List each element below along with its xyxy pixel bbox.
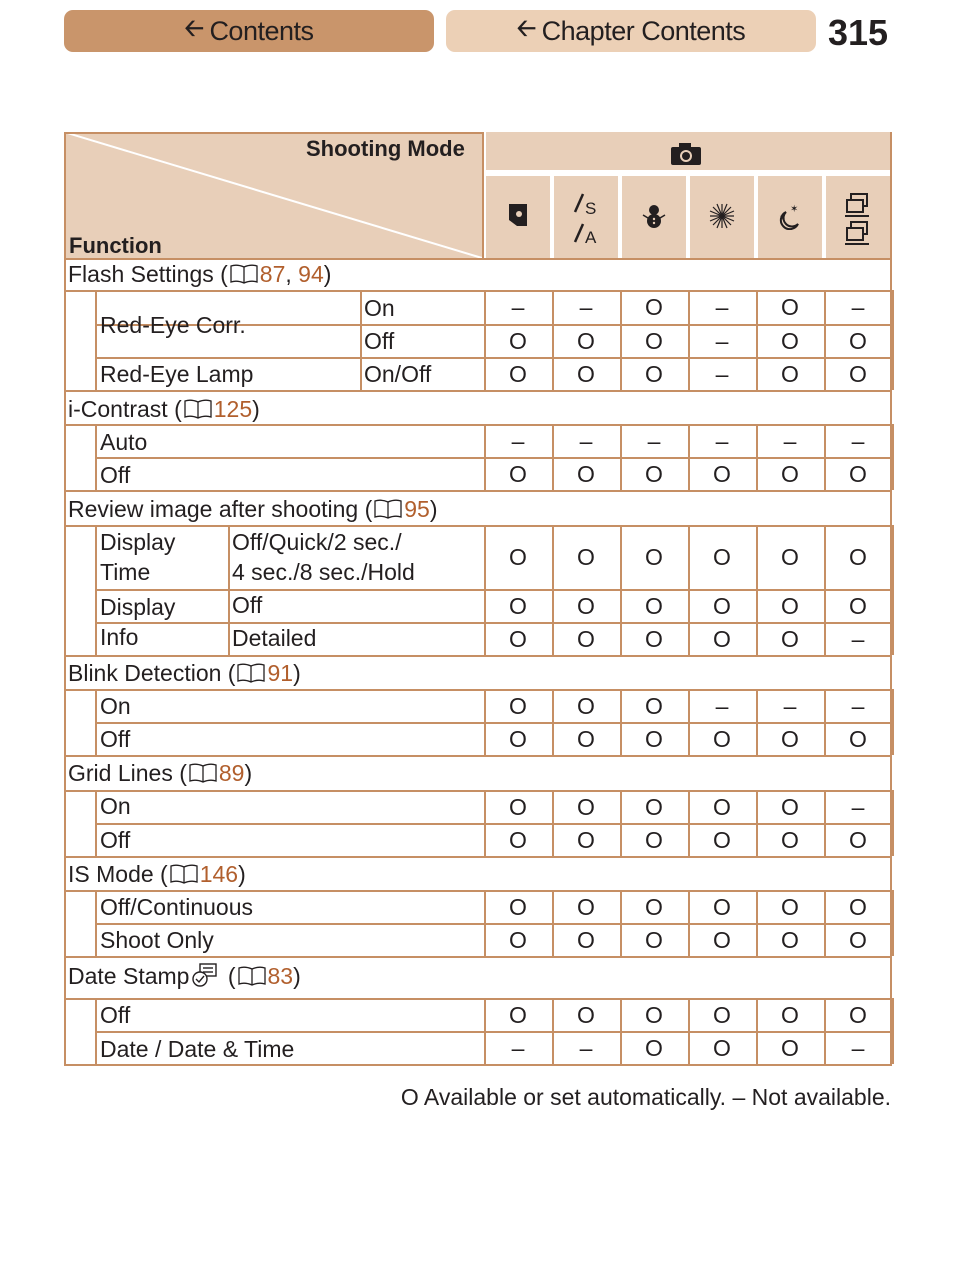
- availability-value: –: [511, 427, 525, 454]
- availability-value: –: [851, 692, 865, 719]
- table-rule: [64, 655, 892, 657]
- availability-value: O: [713, 826, 731, 853]
- section-title: [68, 660, 301, 686]
- book-reference-icon: [229, 264, 259, 284]
- back-arrow-icon: 🡠: [184, 14, 204, 42]
- availability-value: O: [713, 592, 731, 619]
- section-title-text: Review image after shooting (: [68, 496, 373, 522]
- option-off: Off: [100, 1002, 131, 1028]
- availability-value: O: [577, 926, 595, 953]
- svg-text:A: A: [585, 228, 597, 246]
- availability-value: –: [579, 1034, 593, 1061]
- availability-value: O: [781, 327, 799, 354]
- page-reference-link[interactable]: 125: [213, 396, 253, 422]
- section-title-text: Blink Detection (: [68, 660, 236, 686]
- availability-value: O: [713, 1034, 731, 1061]
- table-rule: [482, 132, 484, 258]
- option-on: On: [100, 693, 131, 719]
- table-rule: [64, 956, 892, 958]
- table-rule: [892, 722, 894, 755]
- paren: ): [429, 496, 438, 522]
- paren: (: [221, 963, 236, 989]
- availability-value: O: [509, 625, 527, 652]
- availability-value: O: [849, 893, 867, 920]
- red-eye-lamp-label: Red-Eye Lamp: [100, 361, 254, 387]
- availability-value: O: [645, 893, 663, 920]
- table-rule: [64, 1064, 892, 1066]
- availability-value: O: [577, 826, 595, 853]
- section-title: [68, 760, 252, 786]
- availability-value: O: [645, 327, 663, 354]
- svg-text:✶: ✶: [779, 213, 786, 222]
- availability-value: O: [577, 460, 595, 487]
- availability-value: O: [713, 926, 731, 953]
- section-title-text: i-Contrast (: [68, 396, 182, 422]
- availability-value: O: [577, 725, 595, 752]
- availability-value: O: [781, 544, 799, 570]
- availability-value: O: [577, 544, 595, 570]
- availability-value: O: [781, 294, 799, 320]
- table-rule: [892, 823, 894, 856]
- table-rule: [95, 290, 97, 390]
- availability-value: O: [509, 692, 527, 719]
- availability-value: O: [577, 327, 595, 354]
- availability-value: O: [645, 1001, 663, 1028]
- availability-value: O: [577, 793, 595, 820]
- function-label: Function: [69, 233, 162, 258]
- section-title-text: Date Stamp: [68, 963, 190, 989]
- availability-value: O: [849, 544, 867, 570]
- table-rule: [892, 998, 894, 1031]
- option-on: On: [100, 793, 131, 819]
- availability-value: O: [713, 544, 731, 570]
- availability-value: –: [851, 793, 865, 820]
- back-arrow-icon: 🡠: [516, 14, 536, 42]
- availability-value: O: [577, 1001, 595, 1028]
- chapter-contents-button[interactable]: [446, 10, 816, 52]
- display-time-options: Off/Quick/2 sec./: [232, 529, 402, 555]
- page-reference-link[interactable]: 146: [199, 861, 239, 887]
- availability-value: –: [851, 427, 865, 454]
- availability-value: O: [509, 893, 527, 920]
- availability-value: –: [715, 427, 729, 454]
- availability-value: O: [645, 294, 663, 320]
- date-stamp-icon: [191, 962, 219, 993]
- shooting-mode-label: Shooting Mode: [306, 136, 465, 161]
- availability-value: O: [645, 692, 663, 719]
- option-on: On: [364, 295, 395, 321]
- availability-value: O: [713, 1001, 731, 1028]
- display-time-label: Display: [100, 529, 176, 555]
- availability-value: –: [715, 327, 729, 354]
- option-on-off: On/Off: [364, 361, 432, 387]
- availability-value: O: [849, 725, 867, 752]
- availability-value: O: [849, 926, 867, 953]
- stitch-assist-icon: [825, 190, 891, 246]
- table-rule: [892, 290, 894, 324]
- section-title: [68, 861, 246, 887]
- availability-value: –: [783, 692, 797, 719]
- availability-value: O: [577, 625, 595, 652]
- availability-value: O: [509, 793, 527, 820]
- page-reference-link[interactable]: 91: [267, 660, 294, 686]
- availability-value: O: [509, 360, 527, 387]
- starry-sky-icon: [757, 202, 823, 230]
- availability-value: O: [645, 592, 663, 619]
- table-rule: [892, 1031, 894, 1064]
- paren: ): [293, 660, 301, 686]
- availability-value: O: [509, 592, 527, 619]
- availability-value: O: [645, 460, 663, 487]
- function-table: [64, 132, 892, 1066]
- table-rule: [892, 525, 894, 589]
- availability-value: O: [781, 360, 799, 387]
- availability-value: O: [577, 360, 595, 387]
- fireworks-icon: [689, 202, 755, 230]
- snow-icon: [621, 202, 687, 230]
- availability-value: O: [509, 460, 527, 487]
- availability-value: O: [577, 692, 595, 719]
- page-reference-link[interactable]: 87: [259, 261, 286, 287]
- availability-value: O: [849, 592, 867, 619]
- table-rule: [64, 490, 892, 492]
- availability-value: O: [645, 625, 663, 652]
- availability-value: O: [713, 793, 731, 820]
- availability-value: O: [509, 725, 527, 752]
- option-off: Off: [100, 462, 131, 488]
- availability-value: O: [509, 327, 527, 354]
- section-title: [68, 396, 260, 422]
- availability-value: O: [645, 360, 663, 387]
- availability-value: O: [509, 544, 527, 570]
- paren: ): [323, 261, 332, 287]
- availability-value: O: [849, 1001, 867, 1028]
- miniature-effect-icon: [553, 190, 619, 246]
- display-time-options: 4 sec./8 sec./Hold: [232, 559, 415, 585]
- option-detailed: Detailed: [232, 625, 317, 651]
- option-date-date-time: Date / Date & Time: [100, 1036, 295, 1062]
- chapter-contents-label: Chapter Contents: [541, 15, 746, 46]
- contents-button[interactable]: [64, 10, 434, 52]
- fisheye-effect-icon: [485, 202, 551, 230]
- table-rule: [64, 290, 892, 292]
- availability-value: –: [851, 1034, 865, 1061]
- page-reference-link[interactable]: 83: [267, 963, 294, 989]
- availability-value: O: [645, 544, 663, 570]
- section-title-text: Grid Lines (: [68, 760, 187, 786]
- option-shoot-only: Shoot Only: [100, 927, 214, 953]
- availability-value: O: [577, 893, 595, 920]
- availability-value: –: [783, 427, 797, 454]
- table-rule: [228, 622, 892, 624]
- book-reference-icon: [373, 499, 403, 519]
- availability-value: –: [851, 294, 865, 320]
- availability-value: O: [509, 826, 527, 853]
- table-rule: [64, 525, 892, 527]
- table-rule: [360, 290, 362, 390]
- option-off: Off: [100, 827, 131, 853]
- availability-value: O: [645, 1034, 663, 1061]
- table-rule: [95, 589, 892, 591]
- availability-value: O: [645, 926, 663, 953]
- availability-value: O: [645, 793, 663, 820]
- availability-value: O: [849, 360, 867, 387]
- availability-value: O: [849, 327, 867, 354]
- display-time-label: Time: [100, 559, 151, 585]
- table-rule: [64, 755, 892, 757]
- availability-value: O: [781, 460, 799, 487]
- table-rule: [95, 1031, 892, 1033]
- availability-value: O: [849, 826, 867, 853]
- camera-icon: [670, 142, 702, 171]
- page-number: 315: [827, 12, 889, 53]
- book-reference-icon: [183, 399, 213, 419]
- book-reference-icon: [237, 966, 267, 986]
- option-off: Off: [364, 328, 395, 354]
- paren: ): [238, 861, 246, 887]
- table-rule: [892, 424, 894, 457]
- red-eye-corr-label: Red-Eye Corr.: [100, 312, 246, 338]
- page-reference-link[interactable]: 94: [298, 261, 324, 287]
- table-rule: [64, 258, 892, 260]
- table-rule: [95, 823, 892, 825]
- option-off: Off: [232, 592, 263, 618]
- section-title: [68, 496, 438, 522]
- table-rule: [64, 132, 66, 1066]
- availability-value: O: [781, 926, 799, 953]
- separator: ,: [285, 261, 299, 287]
- availability-value: –: [851, 625, 865, 652]
- availability-value: –: [715, 360, 729, 387]
- table-rule: [892, 790, 894, 823]
- availability-value: O: [781, 725, 799, 752]
- availability-value: O: [509, 1001, 527, 1028]
- page-reference-link[interactable]: 89: [218, 760, 245, 786]
- display-info-label: Display: [100, 594, 176, 620]
- availability-value: –: [715, 692, 729, 719]
- table-rule: [64, 424, 892, 426]
- table-rule: [892, 457, 894, 490]
- availability-value: –: [647, 427, 661, 454]
- availability-value: O: [781, 625, 799, 652]
- table-rule: [64, 856, 892, 858]
- availability-value: O: [645, 725, 663, 752]
- table-rule: [64, 998, 892, 1000]
- table-rule: [95, 457, 892, 459]
- table-rule: [892, 923, 894, 956]
- table-rule: [892, 589, 894, 622]
- availability-value: O: [781, 826, 799, 853]
- availability-value: O: [849, 460, 867, 487]
- table-rule: [64, 790, 892, 792]
- option-auto: Auto: [100, 429, 148, 455]
- contents-label: Contents: [209, 15, 314, 46]
- section-title: [68, 261, 331, 287]
- option-off: Off: [100, 726, 131, 752]
- table-rule: [64, 890, 892, 892]
- section-title-text: IS Mode (: [68, 861, 168, 887]
- table-rule: [892, 324, 894, 357]
- table-rule: [892, 357, 894, 390]
- paren: ): [293, 963, 301, 989]
- table-rule: [64, 390, 892, 392]
- availability-value: O: [713, 893, 731, 920]
- availability-value: –: [511, 294, 525, 320]
- availability-value: O: [781, 1034, 799, 1061]
- table-rule: [95, 923, 892, 925]
- availability-value: O: [781, 1001, 799, 1028]
- display-info-label: Info: [100, 624, 139, 650]
- paren: ): [244, 760, 253, 786]
- book-reference-icon: [236, 663, 266, 683]
- legend-footnote: O Available or set automatically. – Not available.: [400, 1084, 891, 1110]
- paren: ): [252, 396, 260, 422]
- section-title: [68, 962, 301, 993]
- table-rule: [64, 689, 892, 691]
- page-reference-link[interactable]: 95: [404, 496, 430, 522]
- availability-value: –: [511, 1034, 525, 1061]
- availability-value: O: [713, 725, 731, 752]
- book-reference-icon: [169, 864, 199, 884]
- availability-value: O: [509, 926, 527, 953]
- section-title-text: Flash Settings (: [68, 261, 228, 287]
- availability-value: O: [645, 826, 663, 853]
- table-rule: [95, 357, 892, 359]
- availability-value: O: [713, 625, 731, 652]
- availability-value: –: [579, 294, 593, 320]
- availability-value: O: [781, 893, 799, 920]
- book-reference-icon: [188, 763, 218, 783]
- availability-value: O: [781, 793, 799, 820]
- availability-value: O: [577, 592, 595, 619]
- availability-value: O: [713, 460, 731, 487]
- table-rule: [892, 689, 894, 722]
- availability-value: –: [715, 294, 729, 320]
- svg-text:✶: ✶: [790, 204, 799, 215]
- availability-value: O: [781, 592, 799, 619]
- table-rule: [892, 890, 894, 923]
- svg-text:S: S: [585, 199, 597, 218]
- availability-value: –: [579, 427, 593, 454]
- option-off-continuous: Off/Continuous: [100, 894, 254, 920]
- table-rule: [95, 722, 892, 724]
- table-rule: [892, 622, 894, 655]
- table-rule: [64, 132, 482, 134]
